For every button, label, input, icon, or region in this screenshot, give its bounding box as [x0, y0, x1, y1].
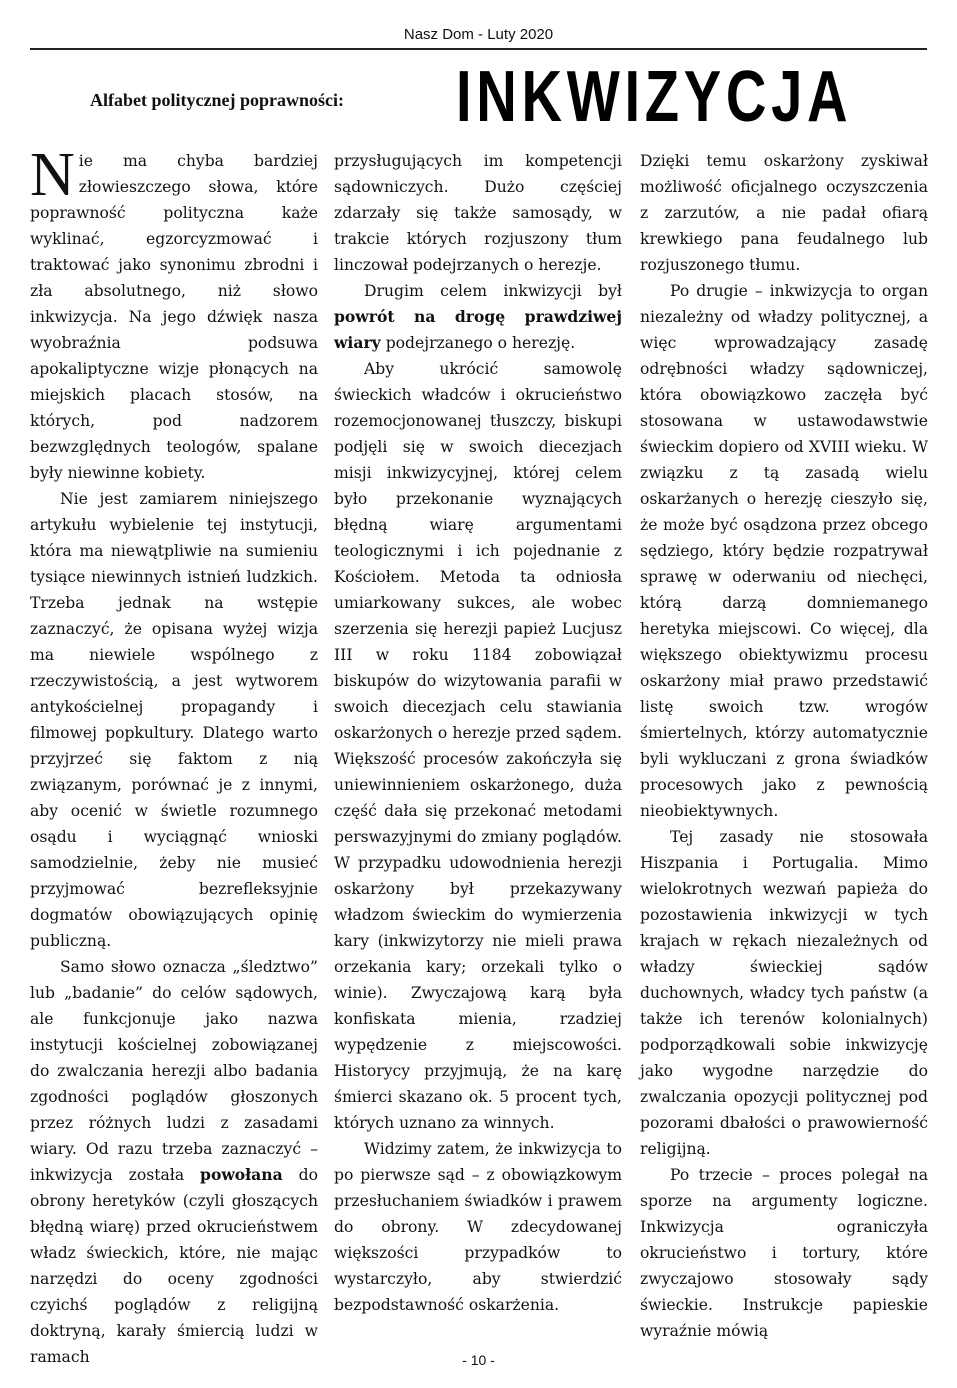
paragraph-text: ie ma chyba bardziej złowieszczego słowa, które poprawność polityczna każe wyklinać, egzorcyzmować i traktować jako synonimu zbrodni i zła absolutnego, niż słowo inkwizycja. Na jego dźwięk nasza wyobraźnia podsuwa apokaliptyczne wizje płonących na miejskich placach stosów, na których, pod nadzorem bezwzględnych teologów, spalane były niewinne kobiety.	[30, 152, 318, 482]
paragraph-text: podejrzanego o herezję.	[380, 334, 576, 352]
bold-emphasis: powołana	[200, 1165, 283, 1184]
paragraph: Po trzecie – proces polegał na sporze na argumenty logiczne. Inkwizycja ograniczyła okrucieństwo i tortury, które zwyczajowo stosowały sądy świeckie. Instrukcje papieskie wyraźnie mówią	[640, 1166, 928, 1340]
paragraph	[334, 278, 622, 356]
paragraph: Dzięki temu oskarżony zyskiwał możliwość oficjalnego oczyszczenia z zarzutów, a nie padał ofiarą krewkiego pana feudalnego lub rozjuszonego tłumu.	[640, 152, 928, 274]
paragraph	[30, 141, 318, 486]
paragraph	[30, 954, 318, 1370]
paragraph: przysługujących im kompetencji sądowniczych. Dużo częściej zdarzały się także samosądy, w trakcie których rozjuszony tłum linczował podejrzanych o herezje.	[334, 152, 622, 274]
page-number: - 10 -	[462, 1352, 495, 1368]
article-title: INKWIZYCJA	[456, 57, 853, 137]
column-3	[640, 148, 928, 1344]
paragraph-text: do obrony heretyków (czyli głoszących błędną wiarę) przed okrucieństwem władz świeckich, które, nie mając narzędzi do oceny zgodności czyichś poglądów z religijną doktryną, karały śmiercią ludzi w ramach	[30, 1166, 319, 1366]
paragraph: Tej zasady nie stosowała Hiszpania i Portugalia. Mimo wielokrotnych wezwań papieża do pozostawienia inkwizycji w tych krajach w rękach niezależnych od władzy świeckiej sądów duchownych, władcy tych państw (a także ich terenów kolonialnych) podporządkowali sobie inkwizycję jako wygodne narzędzie do zwalczania opozycji politycznej pod pozorami dbałości o prawowierność religijną.	[640, 828, 928, 1158]
article-subtitle: Alfabet politycznej poprawności:	[90, 90, 344, 110]
paragraph: Nie jest zamiarem niniejszego artykułu wybielenie tej instytucji, która ma niewątpliwie na sumieniu tysiące niewinnych istnień ludzkich. Trzeba jednak na wstępie zaznaczyć, że opisana wyżej wizja ma niewiele wspólnego z rzeczywistością, a jest wytworem antykościelnej propagandy i filmowej popkultury. Dlatego warto przyjrzeć się faktom z nią związanym, porównać je z innymi, aby ocenić w świetle rozumnego osądu i wyciągnąć wnioski samodzielnie, żeby nie musieć przyjmować bezrefleksyjnie dogmatów obowiązujących opinię publiczną.	[30, 490, 318, 950]
drop-cap: N	[30, 141, 75, 209]
paragraph-text: Samo słowo oznacza „śledztwo” lub „badanie” do celów sądowych, ale funkcjonuje jako nazwa instytucji kościelnej zobowiązanej do zwalczania herezji albo badania zgodności poglądów głoszonych przez różnych ludzi z zasadami wiary. Od razu trzeba zaznaczyć – inkwizycja została	[30, 958, 318, 1184]
column-1	[30, 141, 319, 1370]
header-rule	[30, 48, 927, 50]
paragraph: Widzimy zatem, że inkwizycja to po pierwsze sąd – z obowiązkowym przesłuchaniem świadków i prawem do obrony. W zdecydowanej większości przypadków to wystarczyło, aby stwierdzić bezpodstawność oskarżenia.	[334, 1140, 622, 1314]
paragraph-text: Drugim celem inkwizycji był	[364, 282, 622, 300]
column-2	[334, 148, 622, 1318]
paragraph: Po drugie – inkwizycja to organ niezależny od władzy politycznej, a więc wprowadzający zasadę odrębności władzy sądowniczej, która obowiązkowo zaczęła być stosowana w ustawodawstwie świeckim dopiero od XVIII wieku. W związku z tą zasadą wielu oskarżanych o herezję cieszyło się, że może być osądzona przez obcego sędziego, który będzie rozpatrywał sprawę w oderwaniu od niechęci, którą darzą domniemanego heretyka miejscowi. Co więcej, dla większego obiektywizmu procesu oskarżony miał prawo przedstawić listę swoich tzw. wrogów śmiertelnych, którzy automatycznie byli wykluczani z grona świadków procesowych jako z pewnością nieobiektywnych.	[640, 282, 928, 820]
bold-emphasis: powrót na drogę prawdziwej wiary	[334, 307, 622, 352]
running-head: Nasz Dom - Luty 2020	[403, 26, 554, 43]
paragraph: Aby ukrócić samowolę świeckich władców i okrucieństwo rozemocjonowanej tłuszczy, biskupi podjęli się w swoich diecezjach misji inkwizycyjnej, której celem było przekonanie wyznających błędną wiarę argumentami teologicznymi i ich pojednanie z Kościołem. Metoda ta odniosła umiarkowany sukces, ale wobec szerzenia się herezji papież Lucjusz III w roku 1184 zobowiązał biskupów do wizytowania parafii w swoich diecezjach celu stawiania oskarżonych o herezje przed sądem. Większość procesów zakończyła się uniewinnieniem oskarżonego, duża część dała się przekonać metodami perswazyjnymi do zmiany poglądów. W przypadku udowodnienia herezji oskarżony był przekazywany władzom świeckim do wymierzenia kary (inkwizytorzy nie mieli prawa orzekania kary; orzekali tylko o winie). Zwyczajową karą była konfiskata mienia, rzadziej wypędzenie z miejscowości. Historycy przyjmują, że na karę śmierci skazano ok. 5 procent tych, których uznano za winnych.	[334, 360, 622, 1132]
